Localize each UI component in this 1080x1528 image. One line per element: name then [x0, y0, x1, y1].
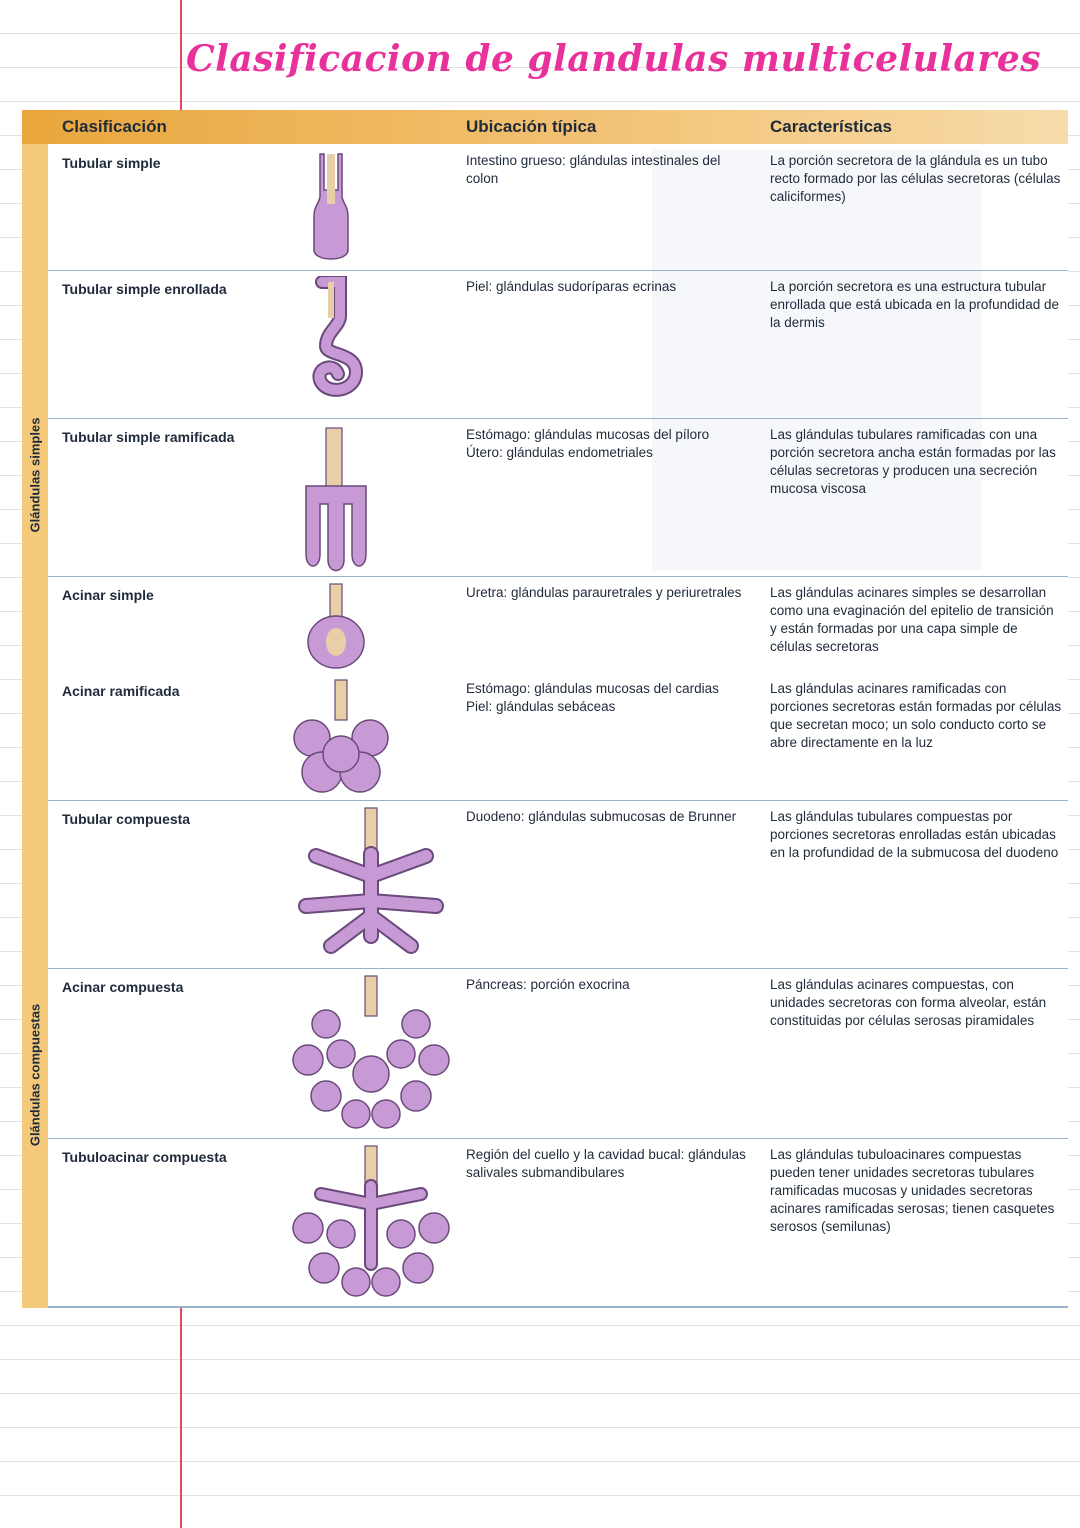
simple-acinar-gland-icon [286, 582, 386, 677]
row-classification: Tubular simple [62, 155, 161, 171]
branched-acinar-gland-icon [286, 678, 396, 803]
row-location: Piel: glándulas sudoríparas ecrinas [466, 279, 677, 294]
row-divider [48, 270, 1068, 271]
gland-classification-table [22, 110, 1068, 1308]
table-row [48, 270, 1068, 418]
header-location: Ubicación típica [466, 117, 597, 136]
row-classification: Acinar simple [62, 587, 154, 603]
page-title: Clasificacion de glandulas multicelulares [186, 38, 1041, 80]
header-classification: Clasificación [62, 117, 167, 136]
table-header [22, 110, 1068, 144]
row-features: Las glándulas acinares simples se desarrollan como una evaginación del epitelio de transición y están formadas por una capa simple de células secretoras [770, 585, 1054, 654]
row-divider [48, 800, 1068, 801]
compound-tubuloacinar-gland-icon [286, 1144, 456, 1305]
row-classification: Tubuloacinar compuesta [62, 1149, 227, 1165]
tubular-simple-gland-icon [286, 150, 376, 273]
row-location: Uretra: glándulas parauretrales y periuretrales [466, 585, 742, 600]
table-row [48, 672, 1068, 800]
row-classification: Tubular compuesta [62, 811, 191, 827]
row-location: Región del cuello y la cavidad bucal: glándulas salivales submandibulares [466, 1147, 746, 1180]
row-divider [48, 576, 1068, 577]
table-row [48, 418, 1068, 576]
row-features: Las glándulas acinares compuestas, con unidades secretoras con forma alveolar, están constituidas por células serosas piramidales [770, 977, 1047, 1028]
row-location: Páncreas: porción exocrina [466, 977, 630, 992]
group-label-compound: Glándulas compuestas [27, 1003, 43, 1147]
header-features: Características [770, 117, 892, 136]
row-features: La porción secretora es una estructura tubular enrollada que está ubicada en la profundidad de la dermis [770, 279, 1059, 330]
row-classification: Acinar compuesta [62, 979, 184, 995]
row-classification: Tubular simple enrollada [62, 281, 227, 297]
table-row [48, 1138, 1068, 1306]
branched-tubular-gland-icon [286, 424, 386, 579]
row-features: La porción secretora de la glándula es un tubo recto formado por las células secretoras (células caliciformes) [770, 153, 1061, 204]
compound-acinar-gland-icon [286, 974, 456, 1139]
row-location: Estómago: glándulas mucosas del cardias Piel: glándulas sebáceas [466, 681, 719, 714]
row-divider [48, 1138, 1068, 1139]
row-classification: Tubular simple ramificada [62, 429, 235, 445]
row-classification: Acinar ramificada [62, 683, 180, 699]
row-divider [48, 968, 1068, 969]
table-row [48, 800, 1068, 968]
row-features: Las glándulas acinares ramificadas con porciones secretoras están formadas por células que secretan moco; un solo conducto corto se abre directamente en la luz [770, 681, 1062, 750]
row-divider [48, 418, 1068, 419]
row-features: Las glándulas tubuloacinares compuestas pueden tener unidades secretoras tubulares ramificadas mucosas y unidades secretoras acinares ramificadas serosas; tienen casquetes serosos (semilunas) [770, 1147, 1055, 1234]
row-location: Duodeno: glándulas submucosas de Brunner [466, 809, 737, 824]
row-features: Las glándulas tubulares compuestas por porciones secretoras enrolladas están ubicadas en la profundidad de la submucosa del duodeno [770, 809, 1059, 860]
row-location: Intestino grueso: glándulas intestinales del colon [466, 153, 721, 186]
table-row [48, 144, 1068, 270]
compound-tubular-gland-icon [286, 806, 456, 961]
table-row [48, 968, 1068, 1138]
table-bottom-rule [48, 1306, 1068, 1308]
group-label-simple: Glándulas simples [27, 417, 43, 533]
row-location: Estómago: glándulas mucosas del píloro Útero: glándulas endometriales [466, 427, 710, 460]
table-row [48, 576, 1068, 672]
coiled-tubular-gland-icon [286, 276, 376, 413]
row-features: Las glándulas tubulares ramificadas con una porción secretora ancha están formadas por las células secretoras y producen una secreción mucosa viscosa [770, 427, 1056, 496]
